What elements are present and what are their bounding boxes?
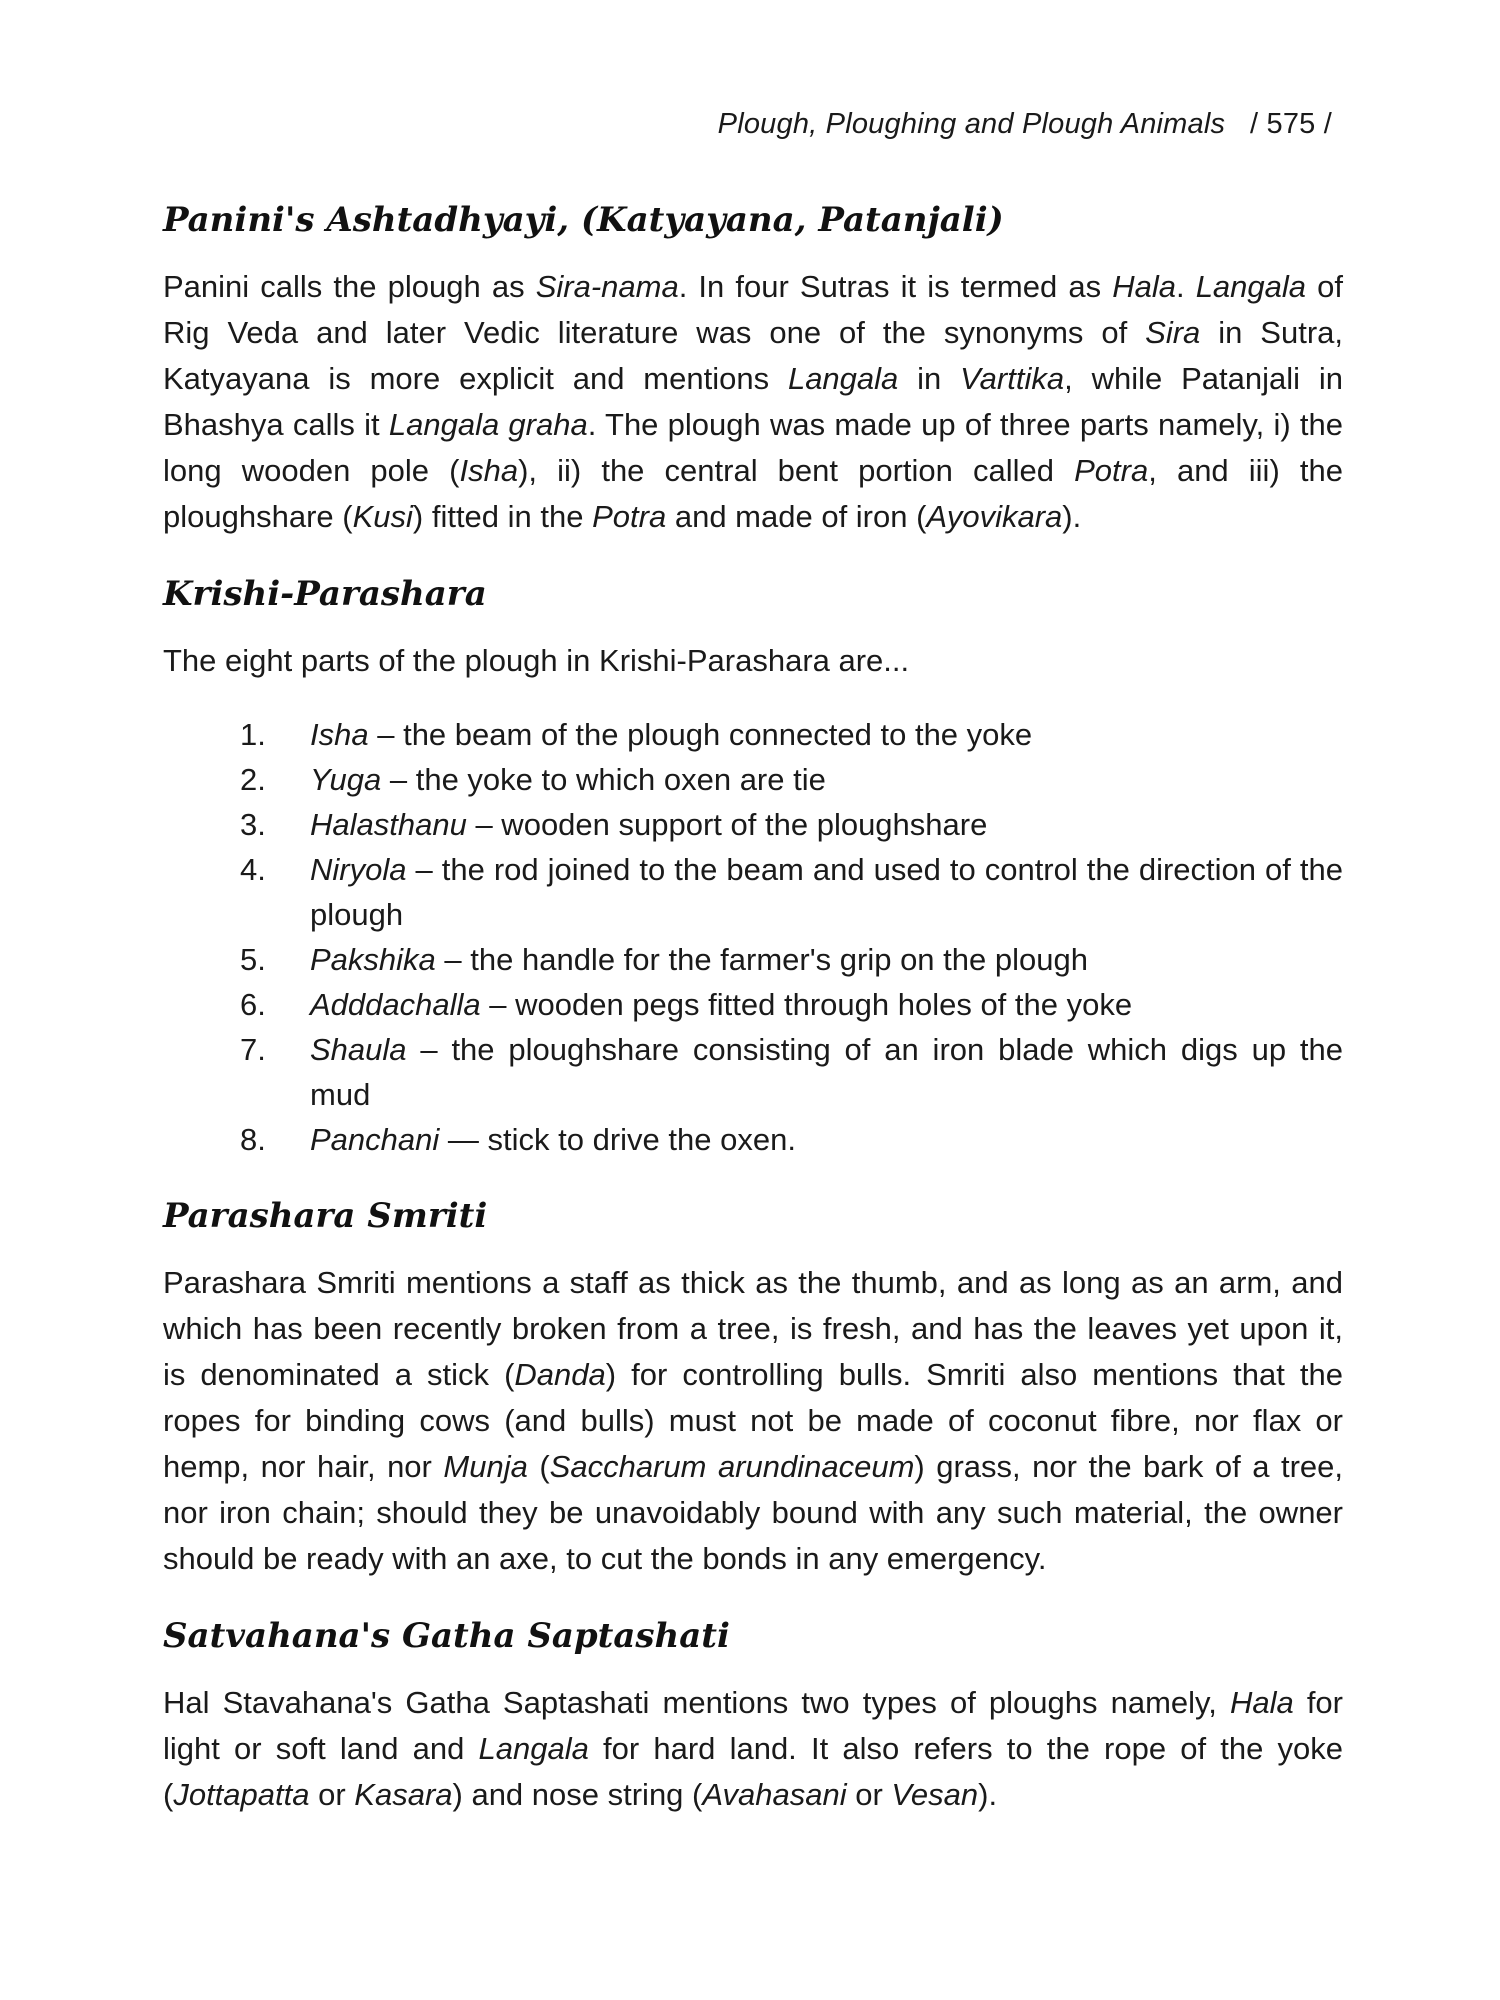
italic-term: Varttika: [960, 361, 1065, 396]
list-definition: – the rod joined to the beam and used to control the direction of the plough: [310, 852, 1343, 932]
italic-term: Potra: [1074, 453, 1149, 488]
list-text: [310, 937, 1343, 982]
section-paragraph: [163, 1680, 1343, 1818]
italic-term: Kasara: [354, 1777, 453, 1812]
text-run: in: [898, 361, 961, 396]
section-heading: Panini's Ashtadhyayi, (Katyayana, Patanjali): [163, 200, 1004, 240]
italic-term: Kusi: [352, 499, 413, 534]
italic-term: Hala: [1229, 1685, 1294, 1720]
text-run: .: [1175, 269, 1196, 304]
text-run: for hard land. It also refers to the rope of the yoke (: [163, 1731, 1343, 1812]
list-definition: — stick to drive the oxen.: [439, 1122, 796, 1157]
italic-term: Munja: [443, 1449, 528, 1484]
list-item: [240, 1117, 1343, 1162]
plough-parts-list: [163, 712, 1343, 1162]
page-number: / 575 /: [1249, 108, 1332, 140]
text-run: ).: [978, 1777, 998, 1812]
list-item: [240, 847, 1343, 937]
text-run: , while Patanjali in Bhashya calls it: [163, 361, 1343, 442]
running-title: Plough, Ploughing and Plough Animals: [717, 108, 1226, 140]
italic-term: Sira-nama: [535, 269, 679, 304]
list-text: [310, 1027, 1343, 1117]
list-item: [240, 802, 1343, 847]
list-term: Panchani: [310, 1122, 440, 1157]
italic-term: Langala: [1195, 269, 1307, 304]
list-term: Adddachalla: [310, 987, 481, 1022]
italic-term: Langala: [787, 361, 899, 396]
text-run: or: [309, 1777, 355, 1812]
list-item: [240, 712, 1343, 757]
list-text: [310, 802, 1343, 847]
list-term: Niryola: [310, 852, 407, 887]
text-run: The eight parts of the plough in Krishi-Parashara are...: [163, 643, 910, 678]
list-item: [240, 757, 1343, 802]
list-item: [240, 937, 1343, 982]
list-number: 5.: [240, 942, 266, 977]
list-text: [310, 757, 1343, 802]
text-run: for light or soft land and: [163, 1685, 1343, 1766]
text-run: Parashara Smriti mentions a staff as thick as the thumb, and as long as an arm, and which has been recently broken from a tree, is fresh, and has the leaves yet upon it, is denominated a stick (: [163, 1265, 1343, 1392]
list-term: Shaula: [310, 1032, 407, 1067]
text-run: or: [846, 1777, 892, 1812]
italic-term: Langala graha: [388, 407, 588, 442]
list-term: Halasthanu: [310, 807, 467, 842]
italic-term: Isha: [459, 453, 519, 488]
list-text: [310, 1117, 1343, 1162]
list-number: 3.: [240, 807, 266, 842]
list-term: Pakshika: [310, 942, 436, 977]
list-definition: – the beam of the plough connected to the yoke: [368, 717, 1033, 752]
list-number: 2.: [240, 762, 266, 797]
section-heading: Parashara Smriti: [163, 1196, 488, 1236]
text-run: Panini calls the plough as: [163, 269, 536, 304]
page-content: [163, 200, 1343, 1852]
text-run: . In four Sutras it is termed as: [678, 269, 1113, 304]
section-paragraph: [163, 638, 1343, 684]
list-definition: – the yoke to which oxen are tie: [381, 762, 826, 797]
list-term: Yuga: [310, 762, 382, 797]
list-definition: – wooden support of the ploughshare: [466, 807, 988, 842]
list-term: Isha: [310, 717, 369, 752]
italic-term: Saccharum arundinaceum: [549, 1449, 915, 1484]
section-heading: Krishi-Parashara: [163, 574, 487, 614]
list-text: [310, 982, 1343, 1027]
list-number: 7.: [240, 1032, 266, 1067]
italic-term: Avahasani: [702, 1777, 847, 1812]
text-run: ) fitted in the: [412, 499, 593, 534]
section-paragraph: [163, 264, 1343, 540]
list-number: 1.: [240, 717, 266, 752]
list-text: [310, 712, 1343, 757]
section-heading: Satvahana's Gatha Saptashati: [163, 1616, 730, 1656]
italic-term: Potra: [592, 499, 667, 534]
list-definition: – wooden pegs fitted through holes of the yoke: [480, 987, 1133, 1022]
list-number: 4.: [240, 852, 266, 887]
text-run: Hal Stavahana's Gatha Saptashati mentions two types of ploughs namely,: [163, 1685, 1230, 1720]
running-header: [718, 108, 1332, 141]
text-run: ) for controlling bulls. Smriti also mentions that the ropes for binding cows (and bulls) must not be made of coconut fibre, nor flax or hemp, nor hair, nor: [163, 1357, 1343, 1484]
text-run: and made of iron (: [666, 499, 927, 534]
list-number: 8.: [240, 1122, 266, 1157]
text-run: in Sutra, Katyayana is more explicit and mentions: [163, 315, 1343, 396]
section-paragraph: [163, 1260, 1343, 1582]
list-definition: – the ploughshare consisting of an iron blade which digs up the mud: [310, 1032, 1343, 1112]
text-run: (: [527, 1449, 550, 1484]
list-number: 6.: [240, 987, 266, 1022]
list-item: [240, 1027, 1343, 1117]
text-run: ) and nose string (: [452, 1777, 703, 1812]
italic-term: Jottapatta: [173, 1777, 310, 1812]
list-text: [310, 847, 1343, 937]
italic-term: Hala: [1112, 269, 1176, 304]
italic-term: Sira: [1145, 315, 1201, 350]
text-run: . The plough was made up of three parts namely, i) the long wooden pole (: [163, 407, 1343, 488]
text-run: , and iii) the ploughshare (: [163, 453, 1343, 534]
italic-term: Ayovikara: [926, 499, 1063, 534]
italic-term: Danda: [514, 1357, 606, 1392]
text-run: ) grass, nor the bark of a tree, nor iron chain; should they be unavoidably bound with any such material, the owner should be ready with an axe, to cut the bonds in any emergency.: [163, 1449, 1343, 1576]
italic-term: Langala: [478, 1731, 589, 1766]
list-item: [240, 982, 1343, 1027]
text-run: ).: [1062, 499, 1082, 534]
text-run: of Rig Veda and later Vedic literature was one of the synonyms of: [163, 269, 1343, 350]
list-definition: – the handle for the farmer's grip on the plough: [435, 942, 1088, 977]
text-run: ), ii) the central bent portion called: [518, 453, 1075, 488]
italic-term: Vesan: [891, 1777, 979, 1812]
